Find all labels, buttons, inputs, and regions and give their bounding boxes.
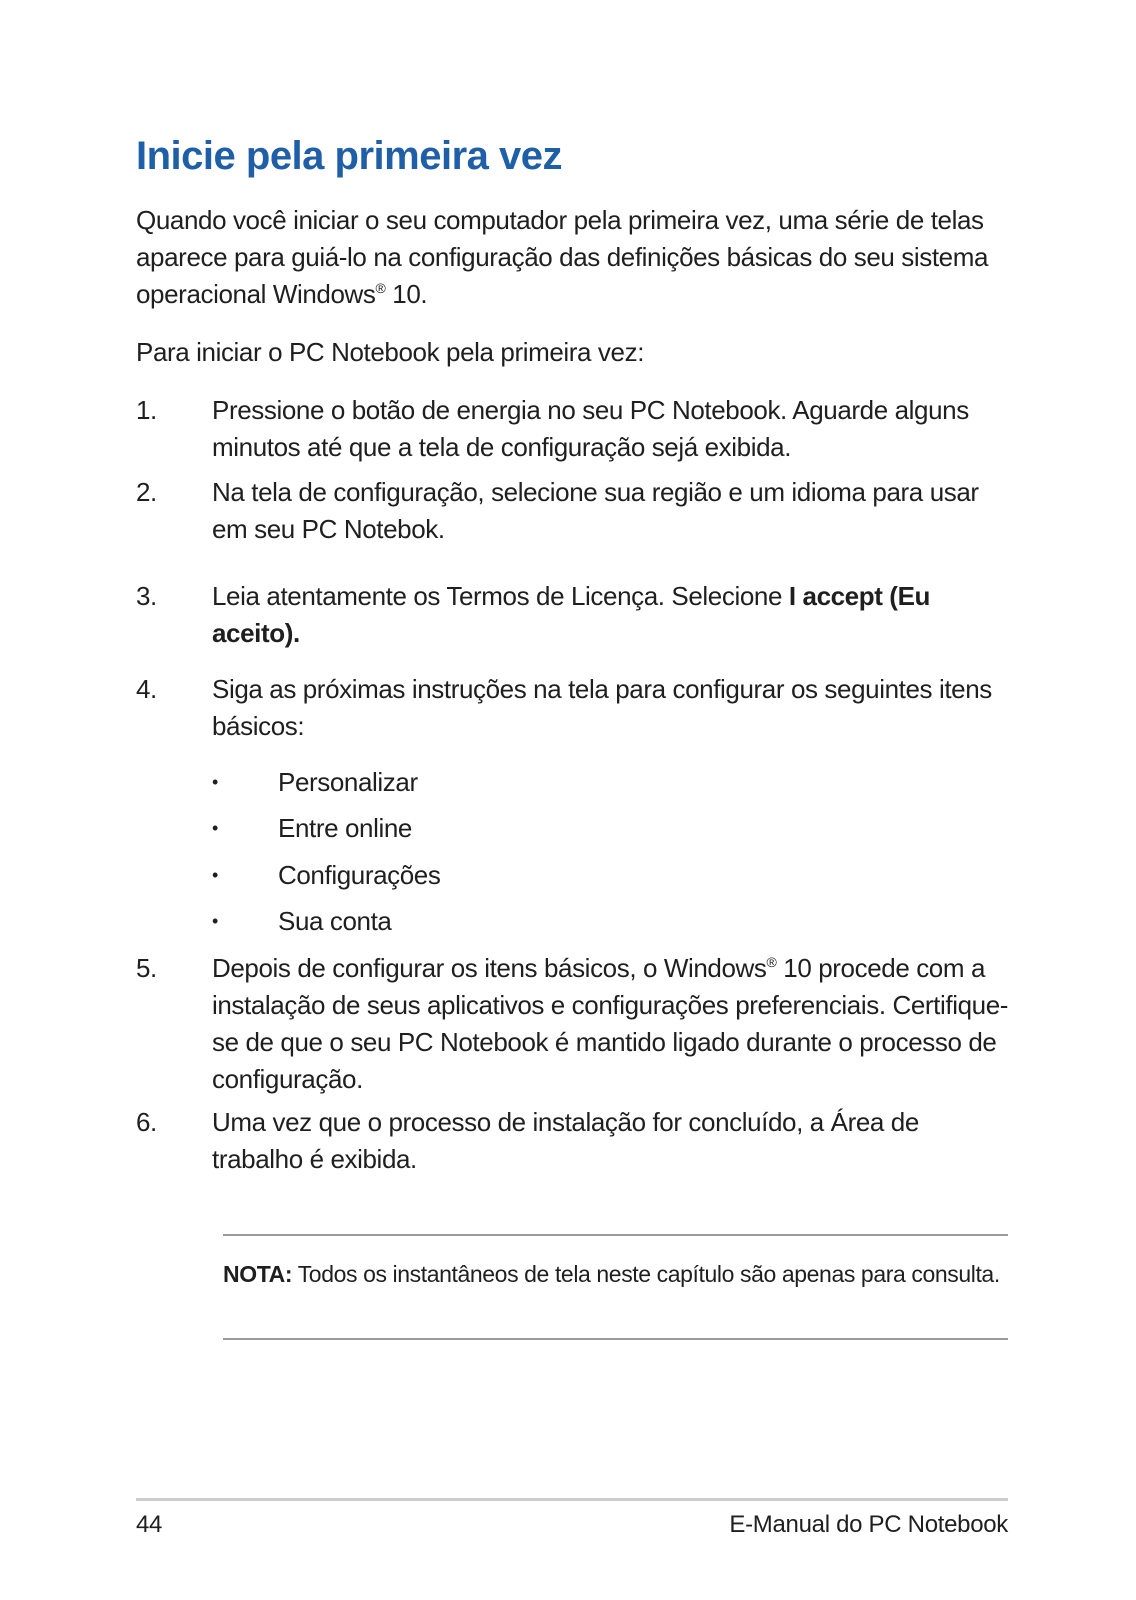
note-label: NOTA: xyxy=(223,1261,293,1287)
step-text: Pressione o botão de energia no seu PC Notebook. Aguarde alguns minutos até que a tela de configuração sejá exibida. xyxy=(212,395,969,462)
step-text xyxy=(212,578,1012,652)
bullet-dot: • xyxy=(212,911,218,931)
step-text: Uma vez que o processo de instalação for concluído, a Área de trabalho é exibida. xyxy=(212,1107,919,1174)
bullet-text: Configurações xyxy=(278,860,441,890)
bullet-text: Entre online xyxy=(278,813,412,843)
step-text: Na tela de configuração, selecione sua região e um idioma para usar em seu PC Notebok. xyxy=(212,477,979,544)
step-text-end: 10 procede com a instalação de seus aplicativos e configurações preferenciais. Certifique-se de que o seu PC Notebook é mantido ligado durante o processo de configuração. xyxy=(212,953,1009,1094)
step-text: Siga as próximas instruções na tela para configurar os seguintes itens básicos: xyxy=(212,674,992,741)
note-box xyxy=(223,1258,1008,1290)
bullet-text: Personalizar xyxy=(278,767,418,797)
intro-text-end: 10. xyxy=(385,279,428,309)
page-title: Inicie pela primeira vez xyxy=(136,134,562,178)
note-top-divider xyxy=(223,1234,1008,1236)
step-number: 6. xyxy=(136,1107,157,1137)
bullet-dot: • xyxy=(212,865,218,885)
note-text: Todos os instantâneos de tela neste capítulo são apenas para consulta. xyxy=(292,1261,1000,1287)
intro-text: Quando você iniciar o seu computador pela primeira vez, uma série de telas aparece para guiá-lo na configuração das definições básicas do seu sistema operacional Windows xyxy=(136,205,989,309)
step-number: 3. xyxy=(136,581,157,611)
step-number: 4. xyxy=(136,674,157,704)
manual-title: E-Manual do PC Notebook xyxy=(729,1511,1008,1538)
step-text-regular: Leia atentamente os Termos de Licença. Selecione xyxy=(212,581,789,611)
intro-paragraph xyxy=(136,202,1008,313)
registered-mark: ® xyxy=(766,954,777,970)
step-number: 2. xyxy=(136,477,157,507)
lead-sentence: Para iniciar o PC Notebook pela primeira vez: xyxy=(136,337,645,367)
bullet-text: Sua conta xyxy=(278,906,392,936)
step-text-start: Depois de configurar os itens básicos, o Windows xyxy=(212,953,767,983)
bullet-dot: • xyxy=(212,772,218,792)
step-text xyxy=(212,950,1012,1098)
step-number: 5. xyxy=(136,953,157,983)
note-bottom-divider xyxy=(223,1338,1008,1340)
page-number: 44 xyxy=(136,1511,163,1538)
manual-page xyxy=(136,0,1008,1600)
bullet-dot: • xyxy=(212,818,218,838)
accept-option: I accept (Eu aceito). xyxy=(212,581,930,648)
registered-mark: ® xyxy=(375,280,386,296)
step-number: 1. xyxy=(136,395,157,425)
footer-divider xyxy=(136,1498,1008,1501)
